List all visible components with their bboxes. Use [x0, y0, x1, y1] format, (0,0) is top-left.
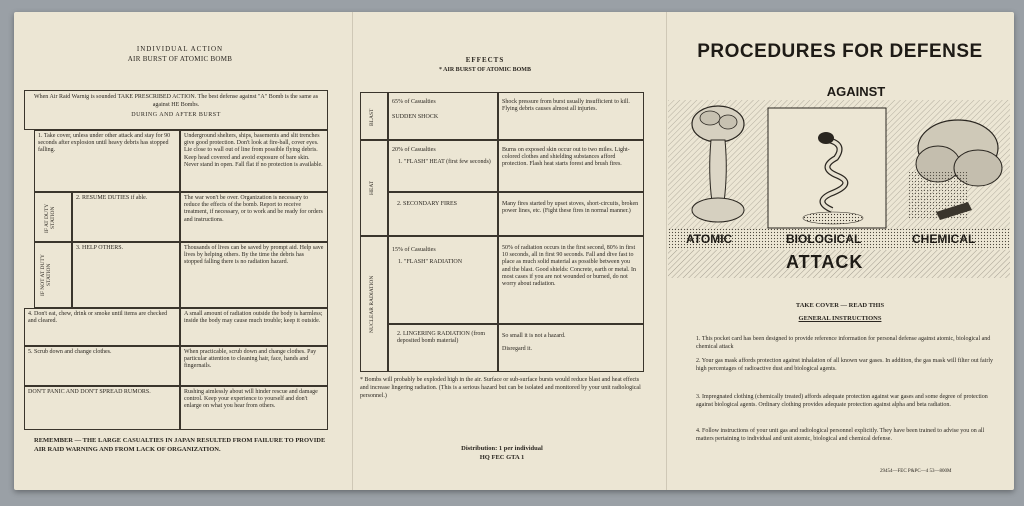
effect-desc-cell [498, 324, 644, 372]
intro-box [24, 90, 328, 130]
hq-code: HQ FEC GTA 1 [479, 454, 525, 462]
panel1-title: INDIVIDUAL ACTION [136, 45, 224, 53]
reason-cell: Thousands of lives can be saved by prompt aid. Help save lives by helping others. By the time the debris has stopped falling there is no radiation hazard. [180, 242, 328, 308]
take-cover-heading: TAKE COVER — READ THIS [795, 302, 885, 309]
category-heat: HEAT [369, 180, 375, 196]
biological-label: BIOLOGICAL [786, 232, 862, 246]
effect-name-cell [388, 92, 498, 140]
panel2-title: EFFECTS [465, 56, 505, 64]
effects-footnote: * Bombs will probably be exploded high in the air. Surface or sub-surface bursts would reduce blast and heat effects and increase lingering radiation. (This is a serious hazard but can be isolated and monitored by your unit radiological personnel.) [360, 377, 641, 399]
effect-name: 2. SECONDARY FIRES [388, 192, 498, 236]
action-cell: 5. Scrub down and change clothes. [24, 346, 180, 386]
casualty-pct: 15% of Casualties [392, 247, 436, 253]
reason-cell: The war won't be over. Organization is necessary to reduce the effects of the bomb. Report to receive treatment, if necessary, or to work and be ready for orders and instructions. [180, 192, 328, 242]
effect-name-cell [388, 236, 498, 324]
instruction-item: 1. This pocket card has been designed to provide reference information for personal defense against atomic, biological and chemical attack [696, 336, 991, 350]
fold-line [666, 12, 667, 490]
side-label-off-duty: IF NOT AT DUTY STATION [40, 254, 53, 296]
instruction-item: 2. Your gas mask affords protection against inhalation of all known war gases. In addition, the gas mask will filter out fairly high percentages of radioactive dust and biological agents. [696, 358, 993, 372]
abc-attack-illustration [668, 72, 1010, 280]
effect-desc: Shock pressure from burst usually insufficient to kill. Flying debris causes almost all injuries. [498, 92, 644, 140]
effect-name: 1. "FLASH" HEAT (first few seconds) [398, 159, 491, 166]
panel2-subtitle: * AIR BURST OF ATOMIC BOMB [439, 67, 531, 73]
casualty-pct: 65% of Casualties [392, 99, 436, 105]
effect-desc: Burns on exposed skin occur out to two miles. Light-colored clothes and shielding substances afford protection. Flash heat starts forest and brush fires. [498, 140, 644, 192]
print-code: 29454—FEC P&PC—4 53—800M [880, 469, 952, 474]
panel3-title: PROCEDURES FOR DEFENSE [697, 41, 983, 62]
against-label: AGAINST [826, 84, 886, 99]
intro-text: When Air Raid Warnig is sounded TAKE PRESCRIBED ACTION. The best defense against "A" Bomb is the same as against HE Bombs. [33, 94, 319, 108]
attack-label: ATTACK [786, 252, 864, 272]
distribution: Distribution: 1 per individual [461, 445, 543, 452]
action-cell: DON'T PANIC AND DON'T SPREAD RUMORS. [24, 386, 180, 430]
effect-desc: Many fires started by upset stoves, short-circuits, broken power lines, etc. (Fight these fires in normal manner.) [498, 192, 644, 236]
effect-name-cell [388, 140, 498, 192]
chemical-label: CHEMICAL [912, 232, 976, 246]
casualty-pct: 20% of Casualties [392, 147, 436, 153]
action-cell: 2. RESUME DUTIES if able. [72, 192, 180, 242]
general-instructions-heading: GENERAL INSTRUCTIONS [798, 315, 882, 322]
effect-desc: 50% of radiation occurs in the first second, 80% in first 10 seconds, all in first 90 seconds. Fall and dive fast to place as much solid material as possible between you and the blast. Good shields: Concrete, earth or metal. In most cases if you are not wounded or burned, do not worry about radiation. [498, 236, 644, 324]
action-cell: 1. Take cover, unless under other attack and stay for 90 seconds after explosion until heavy debris has stopped falling. [34, 130, 180, 192]
side-label-on-duty: IF AT DUTY STATION [44, 203, 57, 233]
effect-name: SUDDEN SHOCK [392, 114, 439, 121]
panel1-subtitle: AIR BURST OF ATOMIC BOMB [127, 55, 233, 63]
action-cell: 4. Don't eat, chew, drink or smoke until items are checked and cleared. [24, 308, 180, 346]
fold-line [352, 12, 353, 490]
reason-cell: Rushing aimlessly about will hinder rescue and damage control. Keep your experience to yourself and don't enlarge on what you hear from others. [180, 386, 328, 430]
reason-cell: When practicable, scrub down and change clothes. Pay particular attention to cleaning hair, face, hands and fingernails. [180, 346, 328, 386]
action-cell: 3. HELP OTHERS. [72, 242, 180, 308]
category-nuclear: NUCLEAR RADIATION [369, 275, 375, 333]
effect-name: 1. "FLASH" RADIATION [398, 259, 463, 266]
instruction-item: 3. Impregnated clothing (chemically treated) affords adequate protection against war gases and some degree of protection against biological agents. Ordinary clothing provides adequate protection against alpha and beta radiation. [696, 394, 988, 408]
reason-cell: Underground shelters, ships, basements and slit trenches give good protection. Don't look at fire-ball, cover eyes. Lie close to wall out of line from possible flying debris. Keep head covered and avoid exposure of bare skin. Never stand in open. Fall flat if no protection is available. [180, 130, 328, 192]
remember-note: REMEMBER — THE LARGE CASUALTIES IN JAPAN RESULTED FROM FAILURE TO PROVIDE AIR RAID WARNING AND FROM LACK OF ORGANIZATION. [34, 437, 326, 453]
atomic-label: ATOMIC [686, 232, 733, 246]
effect-desc: So small it is not a hazard. [502, 333, 566, 339]
distribution-block [370, 444, 634, 462]
effect-name: 2. LINGERING RADIATION (from deposited bomb material) [388, 324, 498, 372]
reason-cell: A small amount of radiation outside the body is harmless; inside the body may cause much trouble; keep it outside. [180, 308, 328, 346]
effect-desc-2: Disregard it. [502, 346, 532, 353]
category-blast: BLAST [369, 108, 375, 126]
instruction-item: 4. Follow instructions of your unit gas and radiological personnel explicitly. They have been trained to advise you on all matters pertaining to individual and unit atomic, biological and chemical defense. [696, 428, 985, 442]
during-heading: DURING AND AFTER BURST [131, 112, 221, 118]
